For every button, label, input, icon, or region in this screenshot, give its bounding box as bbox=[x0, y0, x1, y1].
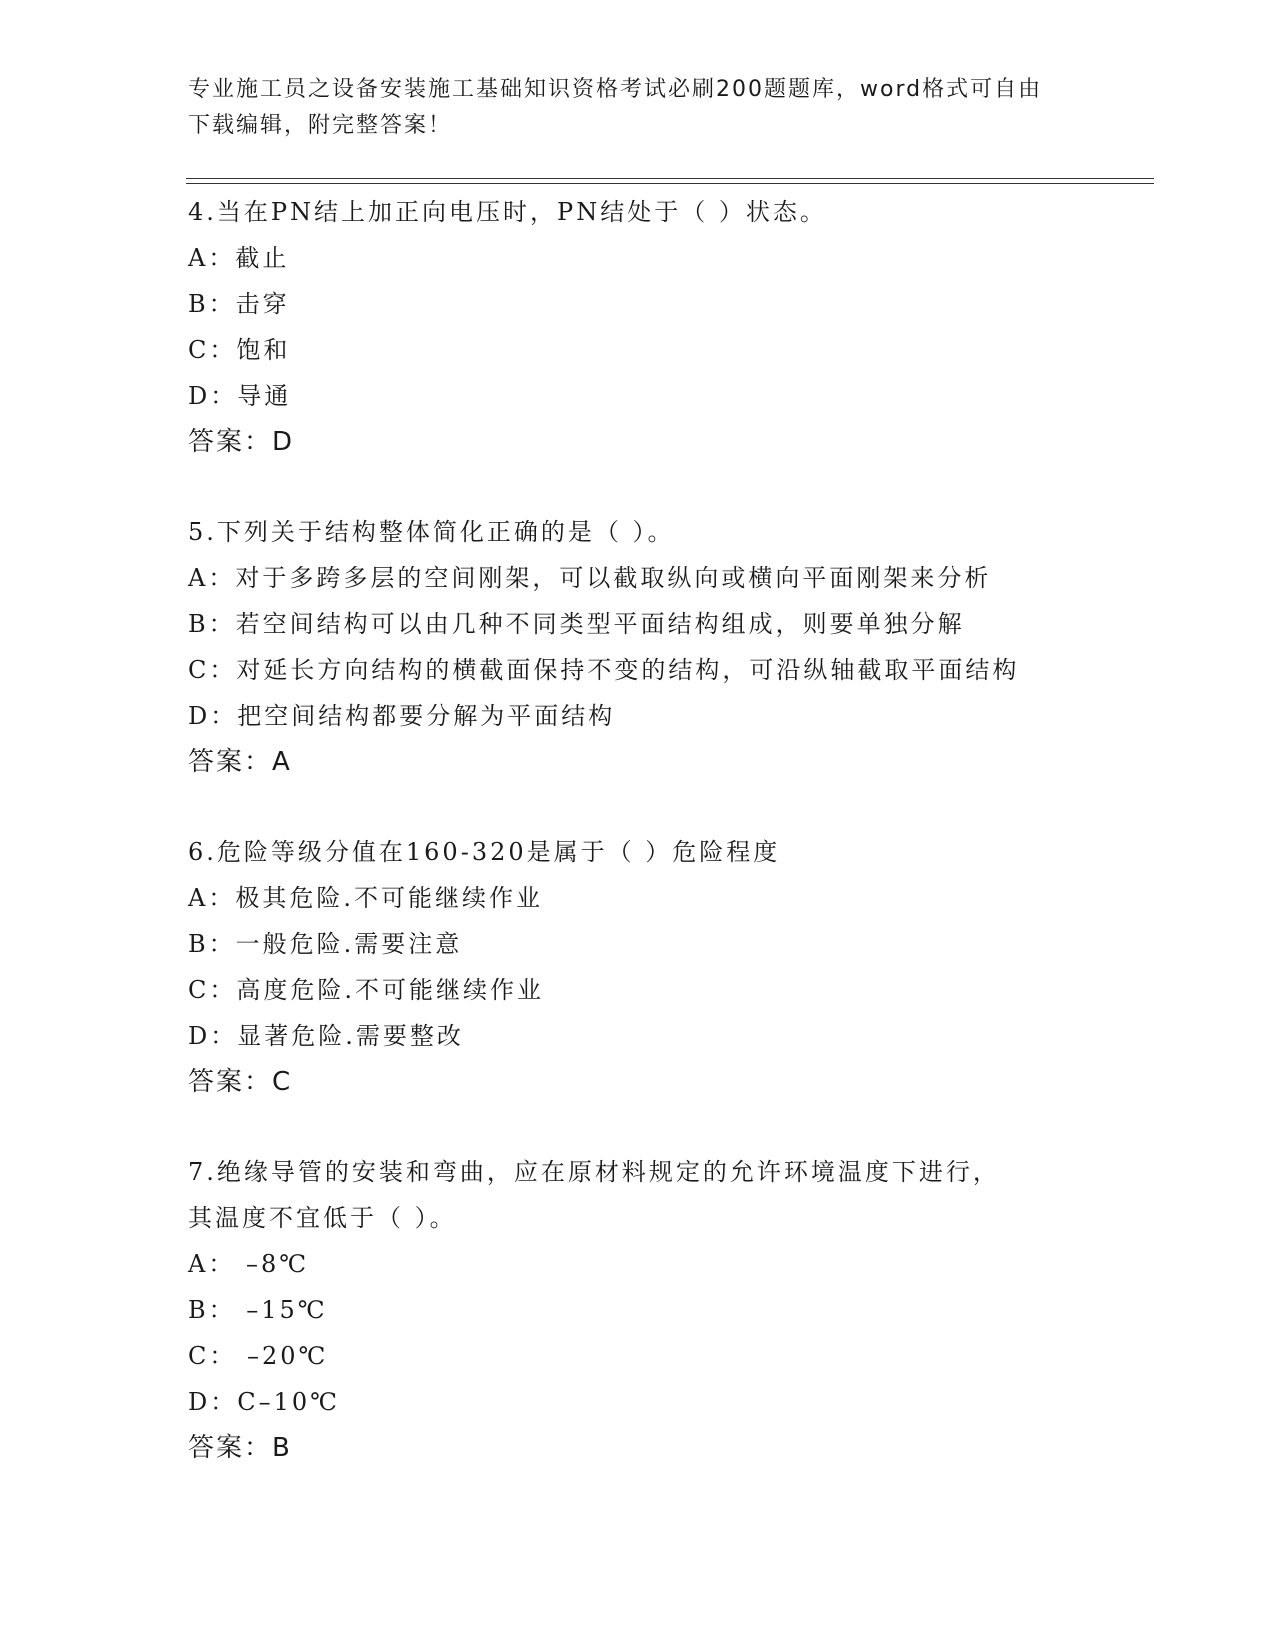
option-a: A：极其危险.不可能继续作业 bbox=[188, 884, 543, 912]
option-a: A：对于多跨多层的空间刚架，可以截取纵向或横向平面刚架来分析 bbox=[188, 564, 992, 592]
option-c: C： –20℃ bbox=[188, 1342, 329, 1370]
option-d: D：显著危险.需要整改 bbox=[188, 1022, 464, 1050]
question-stem: 6.危险等级分值在160-320是属于（ ）危险程度 bbox=[188, 838, 781, 866]
option-c: C：对延长方向结构的横截面保持不变的结构，可沿纵轴截取平面结构 bbox=[188, 656, 1020, 684]
option-c: C：高度危险.不可能继续作业 bbox=[188, 976, 544, 1004]
option-a: A：截止 bbox=[188, 244, 290, 272]
answer-line: 答案：C bbox=[188, 1067, 293, 1097]
question-7 bbox=[188, 1149, 1148, 1471]
option-b: B： –15℃ bbox=[188, 1296, 328, 1324]
option-b: B：击穿 bbox=[188, 290, 290, 318]
question-stem-line-2: 其温度不宜低于（ ）。 bbox=[188, 1204, 457, 1232]
question-stem: 5.下列关于结构整体简化正确的是（ ）。 bbox=[188, 518, 675, 546]
option-d: D：C–10℃ bbox=[188, 1388, 340, 1416]
header-line-1: 专业施工员之设备安装施工基础知识资格考试必刷200题题库，word格式可自由 bbox=[188, 77, 1043, 102]
header-divider-top bbox=[186, 178, 1154, 179]
option-b: B：一般危险.需要注意 bbox=[188, 930, 463, 958]
question-5 bbox=[188, 509, 1148, 785]
option-d: D：把空间结构都要分解为平面结构 bbox=[188, 702, 616, 730]
question-stem-line-1: 7.绝缘导管的安装和弯曲，应在原材料规定的允许环境温度下进行， bbox=[188, 1158, 1000, 1186]
header-divider-bottom bbox=[186, 183, 1154, 184]
answer-line: 答案：A bbox=[188, 747, 292, 777]
header-line-2: 下载编辑，附完整答案！ bbox=[188, 113, 453, 138]
answer-line: 答案：B bbox=[188, 1433, 292, 1463]
option-a: A： –8℃ bbox=[188, 1250, 310, 1278]
document-header bbox=[188, 72, 1068, 144]
option-d: D：导通 bbox=[188, 382, 292, 410]
question-stem: 4.当在PN结上加正向电压时，PN结处于（ ）状态。 bbox=[188, 198, 827, 226]
option-c: C：饱和 bbox=[188, 336, 291, 364]
option-b: B：若空间结构可以由几种不同类型平面结构组成，则要单独分解 bbox=[188, 610, 965, 638]
question-4 bbox=[188, 189, 1148, 465]
answer-line: 答案：D bbox=[188, 427, 295, 457]
question-6 bbox=[188, 829, 1148, 1105]
